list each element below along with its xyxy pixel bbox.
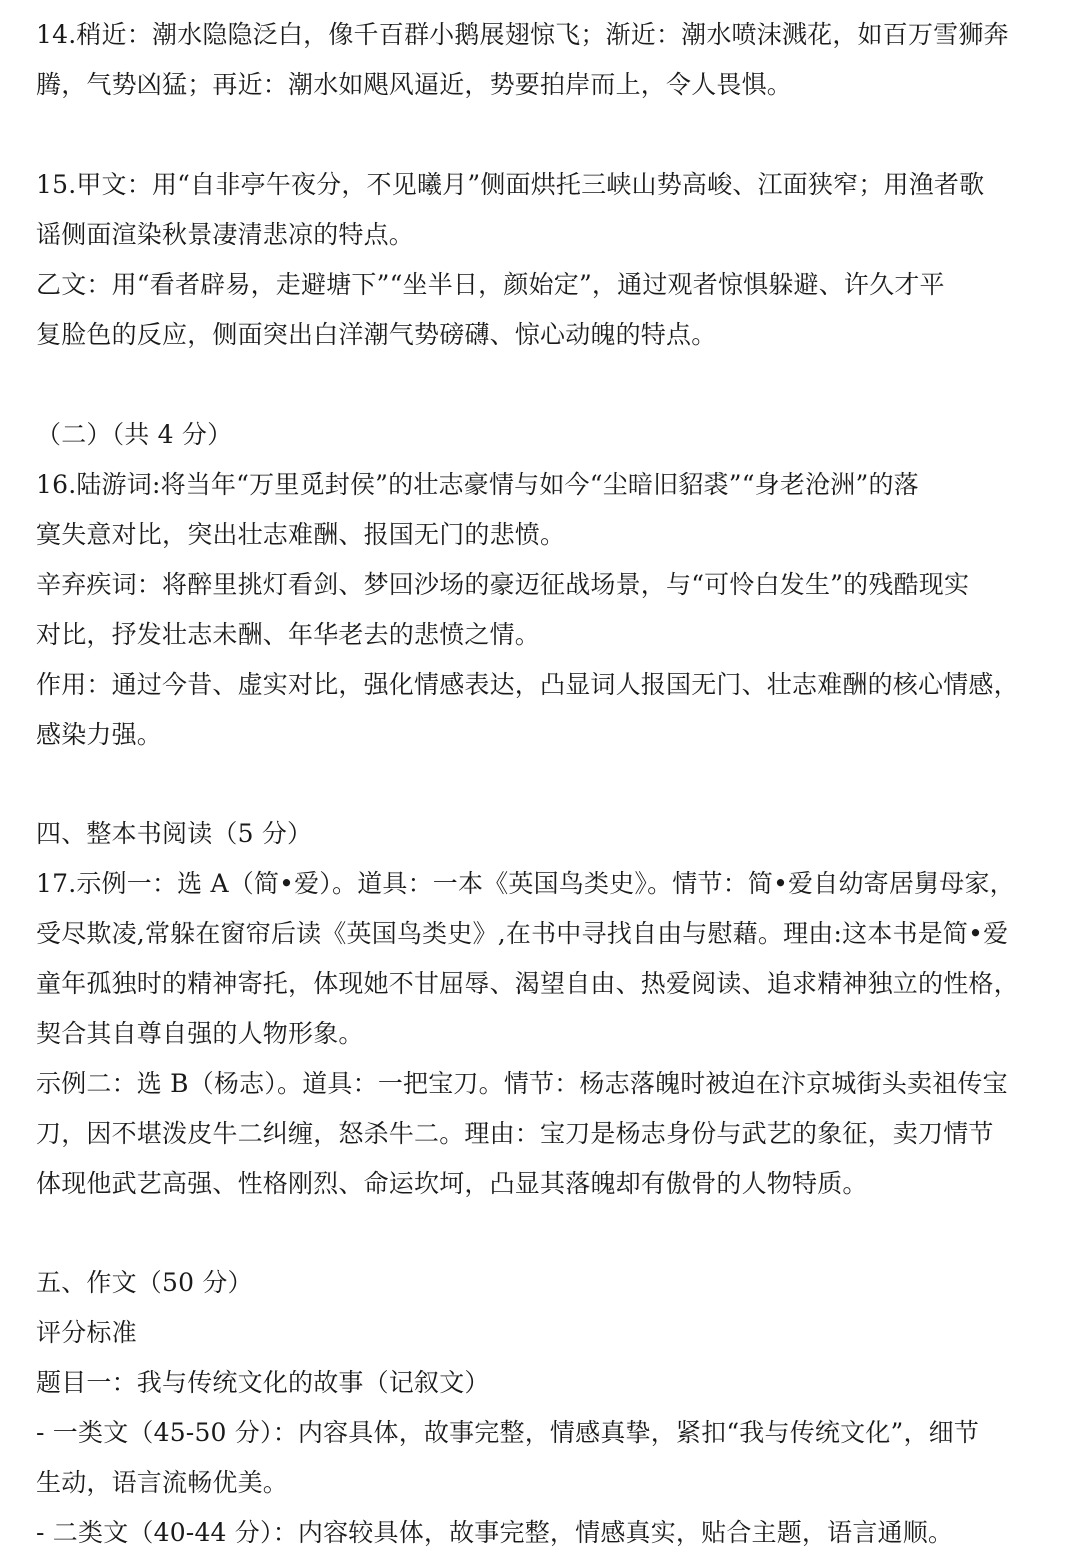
text-line: 寞失意对比，突出壮志难酬、报国无门的悲愤。	[36, 520, 566, 549]
section-heading: 四、整本书阅读（5 分）	[36, 819, 313, 848]
text-line: 乙文：用“看者辟易，走避塘下”“坐半日，颜始定”，通过观者惊惧躲避、许久才平	[36, 270, 945, 299]
text-line: 题目一：我与传统文化的故事（记叙文）	[36, 1368, 490, 1397]
text-line: 评分标准	[36, 1318, 137, 1347]
text-line: 契合其自尊自强的人物形象。	[36, 1019, 364, 1048]
text-line: 受尽欺凌,常躲在窗帘后读《英国鸟类史》,在书中寻找自由与慰藉。理由:这本书是简•爱	[36, 919, 1009, 948]
text-line: 示例二：选 B（杨志）。道具：一把宝刀。情节：杨志落魄时被迫在汴京城街头卖祖传宝	[36, 1069, 1008, 1098]
text-line: 感染力强。	[36, 720, 163, 749]
text-line: 辛弃疾词：将醉里挑灯看剑、梦回沙场的豪迈征战场景，与“可怜白发生”的残酷现实	[36, 570, 970, 599]
section-heading: （二）（共 4 分）	[36, 420, 233, 449]
text-line: 谣侧面渲染秋景凄清悲凉的特点。	[36, 220, 415, 249]
text-line: - 一类文（45-50 分）：内容具体，故事完整，情感真挚，紧扣“我与传统文化”，细节	[36, 1418, 980, 1447]
text-line: 17.示例一：选 A（简•爱）。道具：一本《英国鸟类史》。情节：简•爱自幼寄居舅母家，	[36, 869, 1015, 898]
section-heading: 五、作文（50 分）	[36, 1268, 253, 1297]
text-line: 15.甲文：用“自非亭午夜分，不见曦月”侧面烘托三峡山势高峻、江面狭窄；用渔者歌	[36, 170, 985, 199]
text-line: 腾，气势凶猛；再近：潮水如飓风逼近，势要拍岸而上，令人畏惧。	[36, 70, 793, 99]
text-line: 16.陆游词:将当年“万里觅封侯”的壮志豪情与如今“尘暗旧貂裘”“身老沧洲”的落	[36, 470, 919, 499]
text-line: 复脸色的反应，侧面突出白洋潮气势磅礴、惊心动魄的特点。	[36, 320, 717, 349]
text-line: 作用：通过今昔、虚实对比，强化情感表达，凸显词人报国无门、壮志难酬的核心情感，	[36, 670, 1019, 699]
text-line: 体现他武艺高强、性格刚烈、命运坎坷，凸显其落魄却有傲骨的人物特质。	[36, 1169, 868, 1198]
text-line: - 二类文（40-44 分）：内容较具体，故事完整，情感真实，贴合主题，语言通顺。	[36, 1518, 954, 1547]
text-line: 童年孤独时的精神寄托，体现她不甘屈辱、渴望自由、热爱阅读、追求精神独立的性格，	[36, 969, 1019, 998]
text-line: 14.稍近：潮水隐隐泛白，像千百群小鹅展翅惊飞；渐近：潮水喷沫溅花，如百万雪狮奔	[36, 20, 1009, 49]
text-line: 对比，抒发壮志未酬、年华老去的悲愤之情。	[36, 620, 541, 649]
text-line: 刀，因不堪泼皮牛二纠缠，怒杀牛二。理由：宝刀是杨志身份与武艺的象征，卖刀情节	[36, 1119, 994, 1148]
text-line: 生动，语言流畅优美。	[36, 1468, 289, 1497]
